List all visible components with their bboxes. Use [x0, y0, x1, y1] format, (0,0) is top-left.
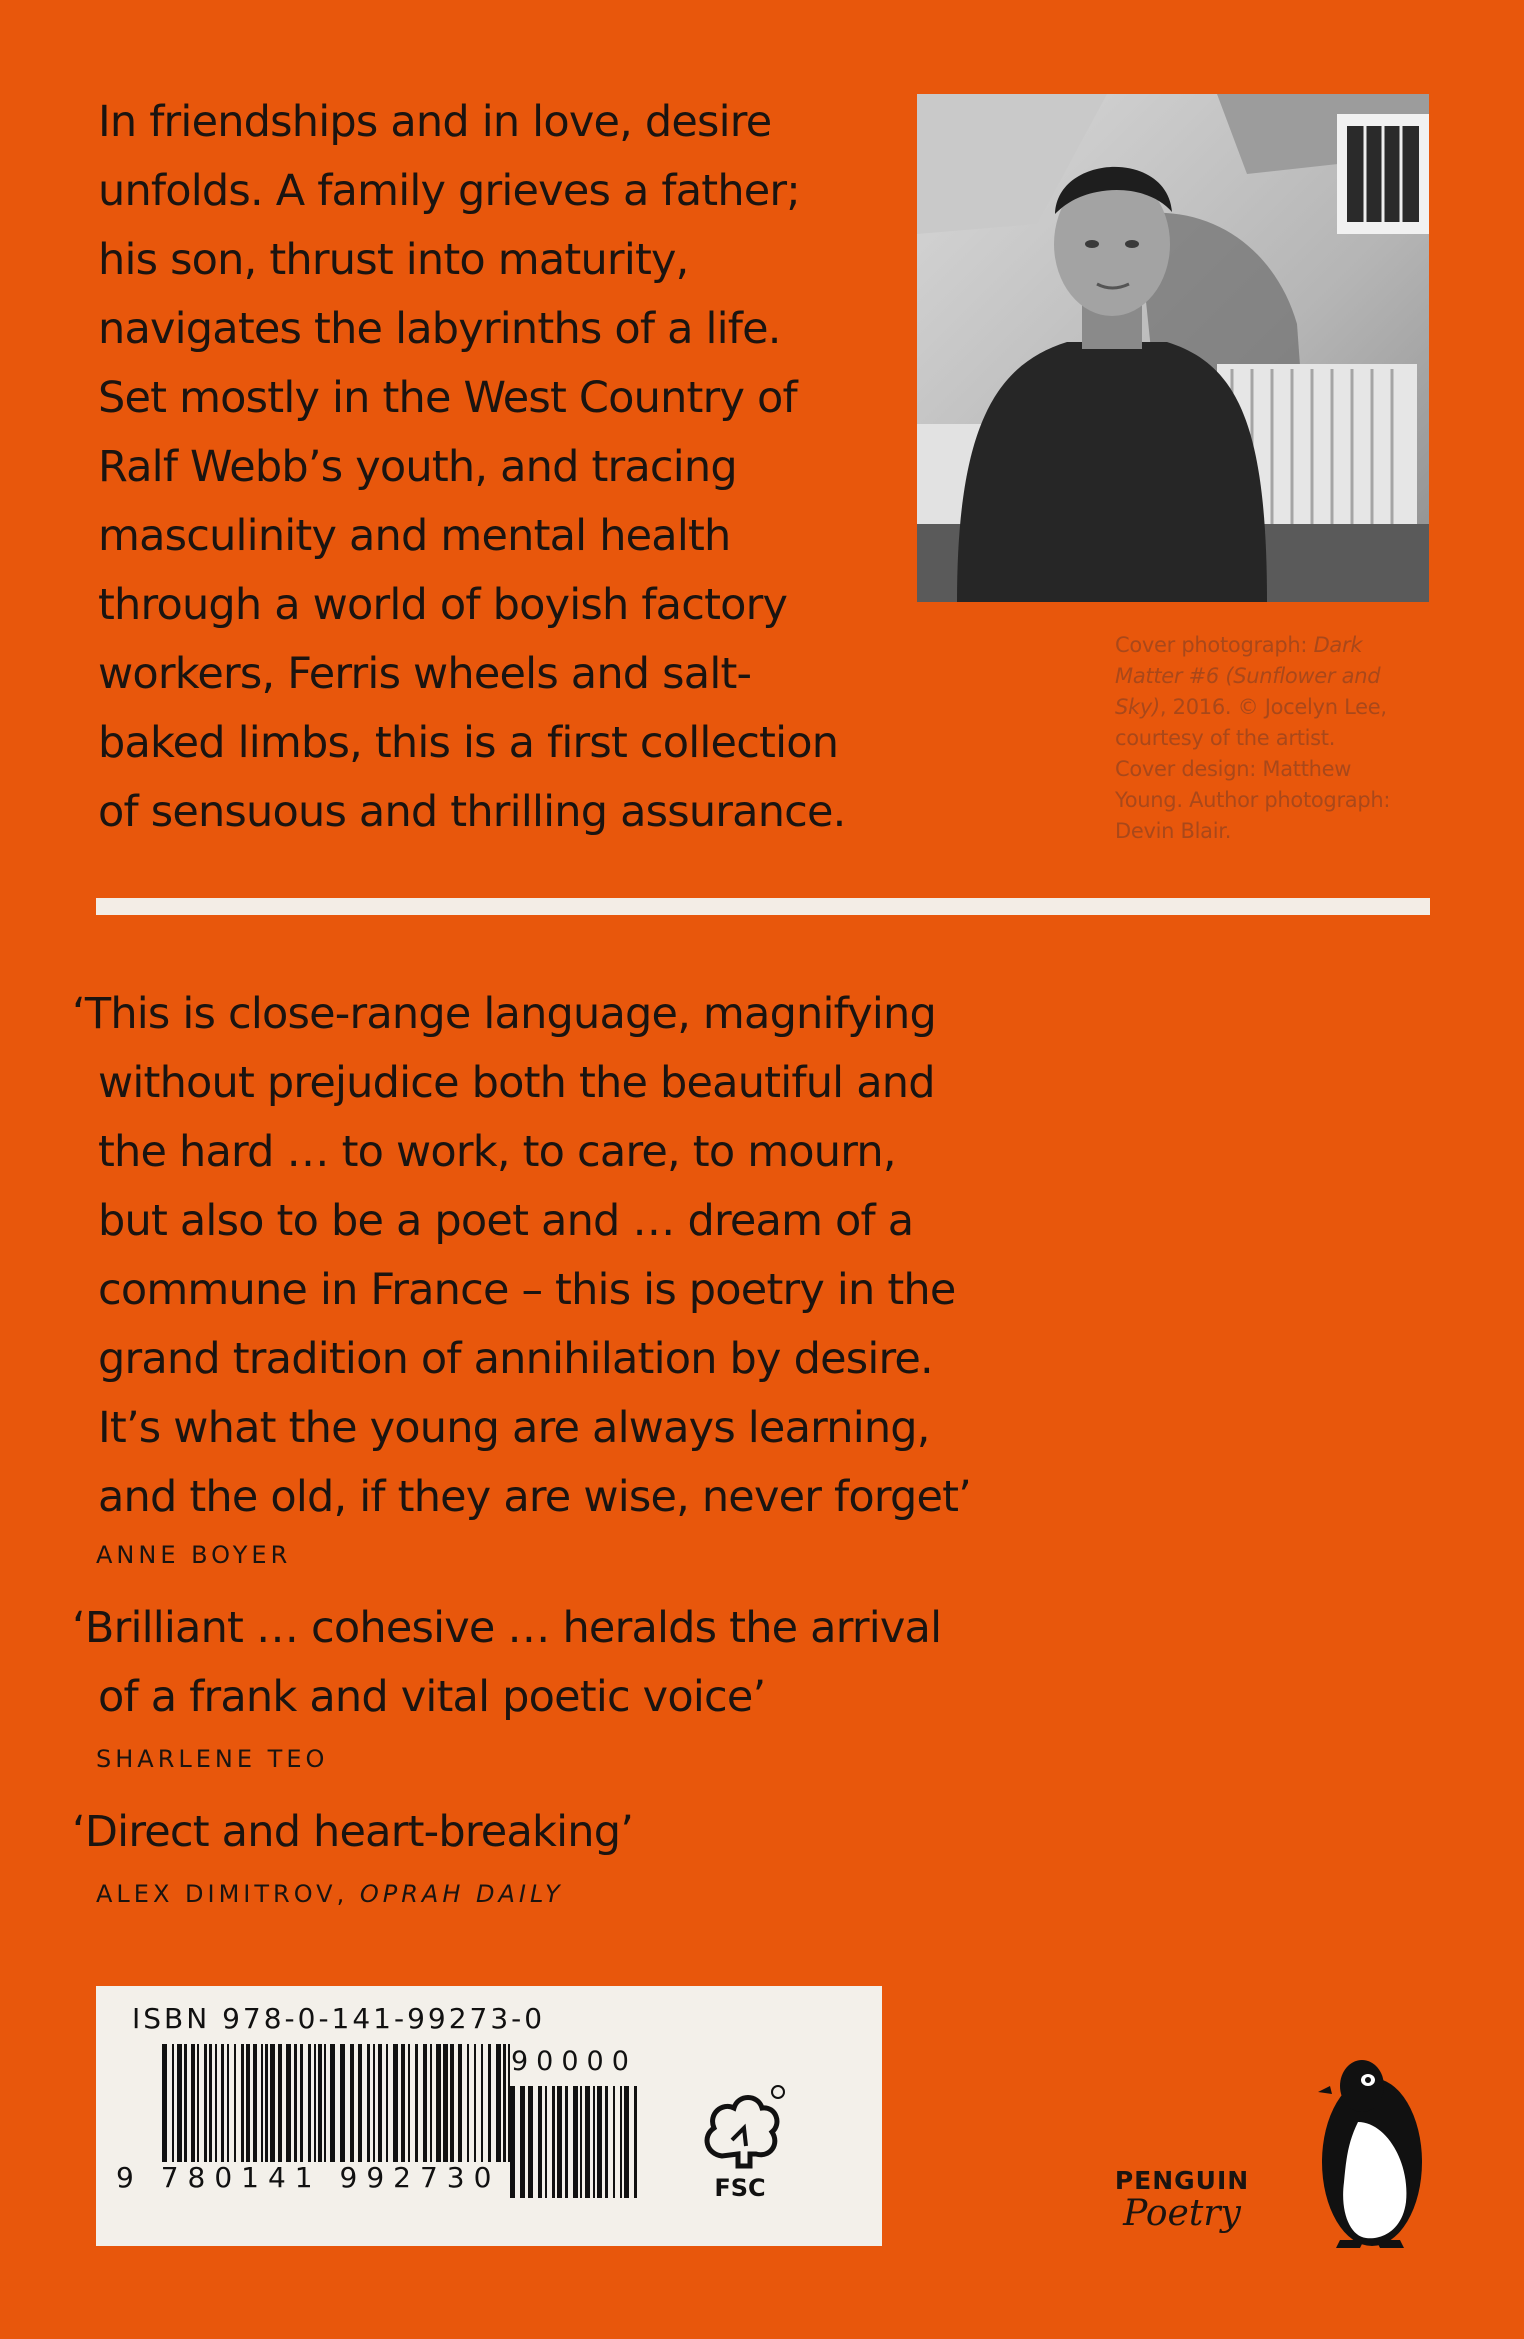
barcode-bar — [373, 2044, 375, 2162]
barcode-bar — [318, 2044, 322, 2162]
barcode-bar — [552, 2086, 555, 2198]
credit-line: courtesy of the artist. — [1115, 726, 1336, 750]
barcode-bar — [270, 2044, 275, 2162]
barcode-bar — [481, 2044, 483, 2162]
quote-line: of a frank and vital poetic voice’ — [98, 1672, 766, 1722]
barcode-bar — [172, 2044, 174, 2162]
quote-line: commune in France – this is poetry in the — [98, 1265, 956, 1315]
quote-line: ‘This is close-range language, magnifying — [72, 989, 936, 1039]
barcode-panel — [96, 1986, 882, 2246]
penguin-logo-icon — [1310, 2052, 1434, 2252]
isbn-label: ISBN 978-0-141-99273-0 — [132, 2002, 546, 2035]
barcode-bar — [177, 2044, 182, 2162]
barcode-bar — [467, 2044, 469, 2162]
barcode-bar — [436, 2044, 441, 2162]
barcode-bar — [443, 2044, 448, 2162]
blurb-line: navigates the labyrinths of a life. — [98, 304, 781, 354]
barcode-bar — [278, 2044, 282, 2162]
quote-line: the hard … to work, to care, to mourn, — [98, 1127, 896, 1177]
credit-artwork-title: Matter #6 (Sunflower and — [1115, 664, 1381, 688]
barcode-bar — [458, 2044, 462, 2162]
publisher-name: PENGUIN — [1114, 2166, 1250, 2195]
blurb-line: masculinity and mental health — [98, 511, 731, 561]
fsc-tree-icon — [692, 2084, 788, 2202]
barcode-bar — [593, 2086, 595, 2198]
review-quote-3 — [72, 1798, 633, 1867]
review-attribution-3 — [96, 1880, 564, 1908]
author-photo — [917, 94, 1429, 602]
barcode-bar — [496, 2044, 501, 2162]
barcode-bar — [265, 2044, 268, 2162]
credit-line: Young. Author photograph: — [1115, 788, 1391, 812]
credit-artwork-title: Dark — [1313, 633, 1363, 657]
quote-line: without prejudice both the beautiful and — [98, 1058, 935, 1108]
barcode-bar — [350, 2044, 354, 2162]
barcode-bar — [510, 2086, 515, 2198]
barcode-bar — [545, 2086, 547, 2198]
barcode-bar — [624, 2086, 629, 2198]
barcode-bar — [261, 2044, 263, 2162]
barcode-bar — [585, 2086, 590, 2198]
barcode-bar — [597, 2086, 602, 2198]
credit-artwork-title: Sky) — [1115, 695, 1160, 719]
fsc-label: FSC — [714, 2174, 766, 2202]
credit-line: Devin Blair. — [1115, 819, 1232, 843]
ean-digits: 9 780141 992730 — [116, 2161, 501, 2194]
blurb-line: baked limbs, this is a first collection — [98, 718, 839, 768]
barcode-bar — [253, 2044, 257, 2162]
barcode-bar — [227, 2044, 229, 2162]
author-photo-illustration — [917, 94, 1429, 602]
barcode-bar — [528, 2086, 533, 2198]
barcode-bar — [393, 2044, 398, 2162]
review-attribution-2: SHARLENE TEO — [96, 1745, 329, 1773]
barcode-bar — [415, 2044, 418, 2162]
blurb-line: unfolds. A family grieves a father; — [98, 166, 800, 216]
barcode-bar — [340, 2044, 345, 2162]
barcode-bar — [197, 2044, 199, 2162]
ean-barcode — [162, 2044, 522, 2162]
barcode-bar — [246, 2044, 250, 2162]
credit-text: , 2016. © Jocelyn Lee, — [1159, 695, 1387, 719]
barcode-bar — [605, 2086, 608, 2198]
barcode-bar — [573, 2086, 578, 2198]
attribution-publication: OPRAH DAILY — [359, 1880, 564, 1908]
barcode-bar — [221, 2044, 224, 2162]
barcode-bar — [401, 2044, 405, 2162]
credit-line: Cover design: Matthew — [1115, 757, 1352, 781]
barcode-bar — [430, 2044, 432, 2162]
addon-barcode — [510, 2086, 650, 2198]
publisher-imprint — [1112, 2166, 1252, 2234]
barcode-bar — [314, 2044, 316, 2162]
blurb-line: workers, Ferris wheels and salt- — [98, 649, 752, 699]
barcode-bar — [294, 2044, 297, 2162]
blurb-line: Ralf Webb’s youth, and tracing — [98, 442, 737, 492]
barcode-bar — [358, 2044, 362, 2162]
credit-text: Cover photograph: — [1115, 633, 1314, 657]
quote-line: ‘Direct and heart-breaking’ — [72, 1807, 634, 1857]
barcode-bar — [634, 2086, 637, 2198]
barcode-bar — [241, 2044, 244, 2162]
divider-rule — [96, 898, 1430, 915]
barcode-bar — [450, 2044, 454, 2162]
barcode-bar — [286, 2044, 291, 2162]
barcode-bar — [520, 2086, 525, 2198]
credit-line — [1115, 692, 1435, 723]
barcode-bar — [538, 2086, 542, 2198]
blurb-line: In friendships and in love, desire — [98, 97, 772, 147]
blurb-line: his son, thrust into maturity, — [98, 235, 689, 285]
addon-digits: 90000 — [511, 2046, 637, 2077]
barcode-bar — [209, 2044, 212, 2162]
publisher-series: Poetry — [1123, 2193, 1241, 2234]
barcode-bar — [308, 2044, 311, 2162]
barcode-bar — [474, 2044, 476, 2162]
barcode-bar — [215, 2044, 217, 2162]
barcode-bar — [162, 2044, 167, 2162]
barcode-bar — [613, 2086, 615, 2198]
barcode-bar — [580, 2086, 582, 2198]
barcode-bar — [330, 2044, 335, 2162]
blurb-line: through a world of boyish factory — [98, 580, 788, 630]
quote-line: ‘Brilliant … cohesive … heralds the arrival — [72, 1603, 942, 1653]
credit-line — [1115, 661, 1435, 692]
review-quote-2 — [72, 1594, 941, 1732]
barcode-bar — [234, 2044, 236, 2162]
barcode-bar — [191, 2044, 195, 2162]
quote-line: It’s what the young are always learning, — [98, 1403, 930, 1453]
blurb-line: of sensuous and thrilling assurance. — [98, 787, 846, 837]
barcode-bar — [324, 2044, 326, 2162]
quote-line: and the old, if they are wise, never forget’ — [98, 1472, 972, 1522]
credit-line — [1115, 630, 1435, 661]
barcode-bar — [204, 2044, 207, 2162]
barcode-bar — [367, 2044, 370, 2162]
cover-credits — [1115, 630, 1435, 847]
book-blurb — [98, 88, 908, 847]
barcode-bar — [565, 2086, 568, 2198]
barcode-bar — [184, 2044, 187, 2162]
barcode-bar — [423, 2044, 427, 2162]
quote-line: but also to be a poet and … dream of a — [98, 1196, 914, 1246]
fsc-logo — [692, 2084, 788, 2202]
attribution-name: ALEX DIMITROV, — [96, 1880, 360, 1908]
barcode-bar — [408, 2044, 410, 2162]
review-attribution-1: ANNE BOYER — [96, 1541, 292, 1569]
barcode-bar — [488, 2044, 491, 2162]
barcode-bar — [620, 2086, 622, 2198]
barcode-bar — [378, 2044, 382, 2162]
barcode-bar — [503, 2044, 506, 2162]
barcode-bar — [557, 2086, 562, 2198]
quote-line: grand tradition of annihilation by desire. — [98, 1334, 933, 1384]
blurb-line: Set mostly in the West Country of — [98, 373, 797, 423]
review-quote-1 — [72, 980, 971, 1532]
barcode-bar — [386, 2044, 388, 2162]
barcode-bar — [300, 2044, 303, 2162]
